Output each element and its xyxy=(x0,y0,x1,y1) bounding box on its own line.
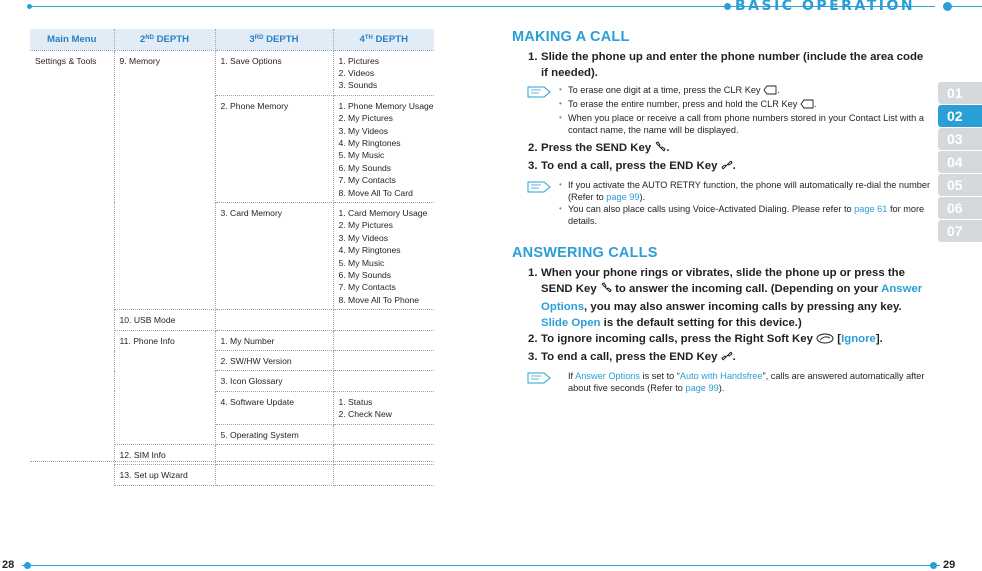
auto-handsfree-ref[interactable]: Auto with Handsfree xyxy=(679,371,763,381)
cell-phone-memory-items: 1. Phone Memory Usage 2. My Pictures 3. My Videos 4. My Ringtones 5. My Music 6. My Sounds 7. My Contacts 8. Move All To Card xyxy=(333,95,434,202)
cell-software-update: 4. Software Update xyxy=(215,391,333,424)
answering-calls-heading: ANSWERING CALLS xyxy=(512,245,658,261)
slide-open-link[interactable]: Slide Open xyxy=(541,317,601,329)
top-rule-tail xyxy=(952,6,982,7)
send-key-icon xyxy=(654,141,666,158)
note-item: If Answer Options is set to “Auto with Handsfree”, calls are answered automatically after about five seconds (Refer to page 99). xyxy=(568,371,925,393)
page-link[interactable]: page 99 xyxy=(685,383,719,393)
cell-empty xyxy=(333,465,434,485)
cell-phone-memory: 2. Phone Memory xyxy=(215,95,333,202)
answering-note xyxy=(512,370,932,394)
making-call-step-2: 2. Press the SEND Key . xyxy=(512,140,932,158)
header-2nd-depth: 2ND DEPTH xyxy=(114,29,215,50)
note-item: • To erase one digit at a time, press the CLR Key . xyxy=(562,84,932,98)
page-link[interactable]: page 61 xyxy=(854,204,888,214)
cell-save-options: 1. Save Options xyxy=(215,50,333,95)
page-number-right: 29 xyxy=(943,559,956,571)
ignore-link[interactable]: Ignore xyxy=(841,333,876,345)
header-4th-depth: 4TH DEPTH xyxy=(333,29,434,50)
table-bottom-rule xyxy=(30,461,434,462)
cell-phone-info: 11. Phone Info xyxy=(114,330,215,444)
answer-options-ref[interactable]: Answer Options xyxy=(575,371,641,381)
chapter-tab-06[interactable]: 06 xyxy=(938,197,982,219)
cell-card-memory-items: 1. Card Memory Usage 2. My Pictures 3. My Videos 4. My Ringtones 5. My Music 6. My Sounds 7. My Contacts 8. Move All To Phone xyxy=(333,202,434,309)
making-call-heading: MAKING A CALL xyxy=(512,29,630,45)
making-call-note-1 xyxy=(512,84,932,136)
cell-save-options-items: 1. Pictures 2. Videos 3. Sounds xyxy=(333,50,434,95)
cell-setup-wizard: 13. Set up Wizard xyxy=(114,465,215,485)
right-soft-key-icon xyxy=(816,333,834,349)
answer-options-link[interactable]: Answer Options xyxy=(541,283,923,313)
cell-empty xyxy=(215,310,333,330)
cell-card-memory: 3. Card Memory xyxy=(215,202,333,309)
header-main-menu: Main Menu xyxy=(30,29,114,50)
note-item: • To erase the entire number, press and hold the CLR Key . xyxy=(562,98,932,112)
making-call-step-1: 1. Slide the phone up and enter the phone number (include the area code if needed). xyxy=(528,51,924,79)
end-key-icon xyxy=(721,159,733,176)
clr-key-icon xyxy=(763,85,777,98)
cell-operating-system: 5. Operating System xyxy=(215,424,333,444)
chapter-tab-02[interactable]: 02 xyxy=(938,105,982,127)
top-rule-mid-dot xyxy=(724,3,731,10)
send-key-icon xyxy=(600,282,612,299)
cell-empty xyxy=(333,310,434,330)
note-item: • You can also place calls using Voice-Activated Dialing. Please refer to page 61 for more details. xyxy=(562,203,932,227)
cell-sw-hw-version: 2. SW/HW Version xyxy=(215,351,333,371)
answering-step-3: 3. To end a call, press the END Key . xyxy=(512,349,932,367)
chapter-tab-05[interactable]: 05 xyxy=(938,174,982,196)
chapter-tab-01[interactable]: 01 xyxy=(938,82,982,104)
end-key-icon xyxy=(721,350,733,367)
chapter-tabs xyxy=(938,82,982,243)
top-rule-end-dot xyxy=(943,2,952,11)
cell-empty xyxy=(333,424,434,444)
answering-step-2: 2. To ignore incoming calls, press the Right Soft Key [Ignore]. xyxy=(512,331,932,349)
cell-empty xyxy=(333,351,434,371)
making-call-note-2 xyxy=(512,179,932,227)
cell-settings-tools: Settings & Tools xyxy=(30,50,114,485)
section-title: BASIC OPERATION xyxy=(735,0,916,14)
note-item: • If you activate the AUTO RETRY function, the phone will automatically re-dial the number (Refer to page 99). xyxy=(562,179,932,203)
cell-empty xyxy=(333,371,434,391)
header-3rd-depth: 3RD DEPTH xyxy=(215,29,333,50)
chapter-tab-03[interactable]: 03 xyxy=(938,128,982,150)
menu-tree-table xyxy=(30,29,434,486)
page-number-left: 28 xyxy=(2,559,15,571)
cell-memory: 9. Memory xyxy=(114,50,215,310)
chapter-tab-07[interactable]: 07 xyxy=(938,220,982,242)
right-page-content xyxy=(512,29,932,398)
table-row xyxy=(30,50,434,95)
note-icon xyxy=(526,84,554,101)
cell-usb-mode: 10. USB Mode xyxy=(114,310,215,330)
cell-my-number: 1. My Number xyxy=(215,330,333,350)
note-icon xyxy=(526,179,554,196)
cell-sim-info: 12. SIM Info xyxy=(114,445,215,465)
page-link[interactable]: page 99 xyxy=(606,192,640,202)
cell-empty xyxy=(215,465,333,485)
answering-step-1: 1. When your phone rings or vibrates, slide the phone up or press the SEND Key to answer the incoming call. (Depending on your Answer Options, you may also answer incoming calls by pressing any key. Slide Open is the default setting for this device.) xyxy=(528,267,923,329)
top-rule-start-dot xyxy=(27,4,32,9)
bottom-rule-right-dot xyxy=(930,562,937,569)
bottom-rule xyxy=(22,565,940,566)
cell-software-update-items: 1. Status 2. Check New xyxy=(333,391,434,424)
making-call-step-3: 3. To end a call, press the END Key . xyxy=(512,158,932,176)
note-icon xyxy=(526,370,554,387)
cell-icon-glossary: 3. Icon Glossary xyxy=(215,371,333,391)
table-header-row xyxy=(30,29,434,50)
cell-empty xyxy=(333,330,434,350)
note-item: • When you place or receive a call from phone numbers stored in your Contact List with a contact name, the name will be displayed. xyxy=(562,112,932,136)
bottom-rule-left-dot xyxy=(24,562,31,569)
chapter-tab-04[interactable]: 04 xyxy=(938,151,982,173)
clr-key-icon xyxy=(800,99,814,112)
